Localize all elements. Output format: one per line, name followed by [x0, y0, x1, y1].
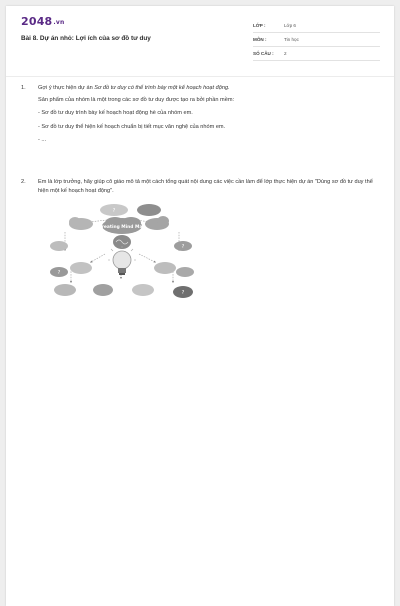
- cloud-icon: [69, 217, 93, 230]
- meta-row-class: [253, 21, 380, 33]
- meta-label-class: LỚP :: [253, 23, 266, 28]
- cloud-icon: [145, 216, 169, 230]
- cloud-icon: [50, 267, 68, 277]
- question-text: Em là lớp trưởng, hãy giúp cô giáo mô tả một cách tổng quát nội dung các việc cần làm để lớp thực hiện dự án "Dùng sơ đồ tư duy thể hiện một kế hoạch hoạt động".: [38, 179, 373, 195]
- answer-line: - Sơ đồ tư duy trình bày kế hoạch hoạt động hè của nhóm em.: [38, 110, 193, 117]
- cloud-icon: [176, 267, 194, 277]
- meta-value-class: Lớp 6: [284, 23, 296, 28]
- worksheet-page: [6, 6, 394, 606]
- mind-map-illustration: [47, 202, 195, 306]
- intro-text: Gợi ý thực hiện dự án: [38, 85, 95, 91]
- cloud-icon: [137, 204, 161, 216]
- question-number: 1.: [21, 85, 26, 91]
- answer-line: Sản phẩm của nhóm là một trong các sơ đồ tư duy được tạo ra bởi phần mềm:: [38, 97, 235, 104]
- cloud-icon: [50, 241, 68, 251]
- meta-label-subject: MÔN :: [253, 37, 267, 42]
- logo-text: 2048: [21, 15, 53, 28]
- cloud-icon: [173, 286, 193, 298]
- svg-text:?: ?: [57, 270, 61, 276]
- meta-value-count: 2: [284, 51, 287, 56]
- cloud-icon: [70, 262, 92, 274]
- meta-label-count: SỐ CÂU :: [253, 51, 274, 56]
- central-cloud-icon: [99, 217, 146, 234]
- cloud-icon: [93, 284, 113, 296]
- meta-value-subject: Tin học: [284, 37, 299, 42]
- cloud-icon: [54, 284, 76, 296]
- question-body: [38, 84, 388, 145]
- lesson-title: Bài 8. Dự án nhỏ: Lợi ích của sơ đồ tư duy: [21, 35, 151, 42]
- cloud-icon: [154, 262, 176, 274]
- svg-text:?: ?: [181, 290, 185, 296]
- answer-line: - ...: [38, 136, 47, 143]
- answer-line: - Sơ đồ tư duy thể hiện kế hoạch chuẩn bị tiết mục văn nghệ của nhóm em.: [38, 123, 226, 130]
- intro-italic: Sơ đồ tư duy có thể trình bày một kế hoạch hoạt động.: [94, 85, 230, 91]
- site-logo[interactable]: [21, 15, 64, 28]
- svg-text:?: ?: [181, 244, 185, 250]
- svg-text:?: ?: [112, 208, 116, 214]
- question-intro: [38, 84, 388, 93]
- figure-label: Creating Mind Map: [98, 225, 146, 230]
- meta-row-subject: [253, 35, 380, 47]
- light-bulb-icon: [108, 246, 136, 275]
- worksheet-header: [6, 6, 394, 70]
- cloud-icon: [132, 284, 154, 296]
- question-number: 2.: [21, 179, 26, 185]
- cloud-icon: [174, 241, 192, 251]
- meta-row-count: [253, 49, 380, 61]
- cloud-icon: [100, 204, 128, 216]
- question-body: [38, 178, 378, 196]
- logo-suffix: .vn: [53, 19, 65, 26]
- header-divider: [6, 76, 394, 77]
